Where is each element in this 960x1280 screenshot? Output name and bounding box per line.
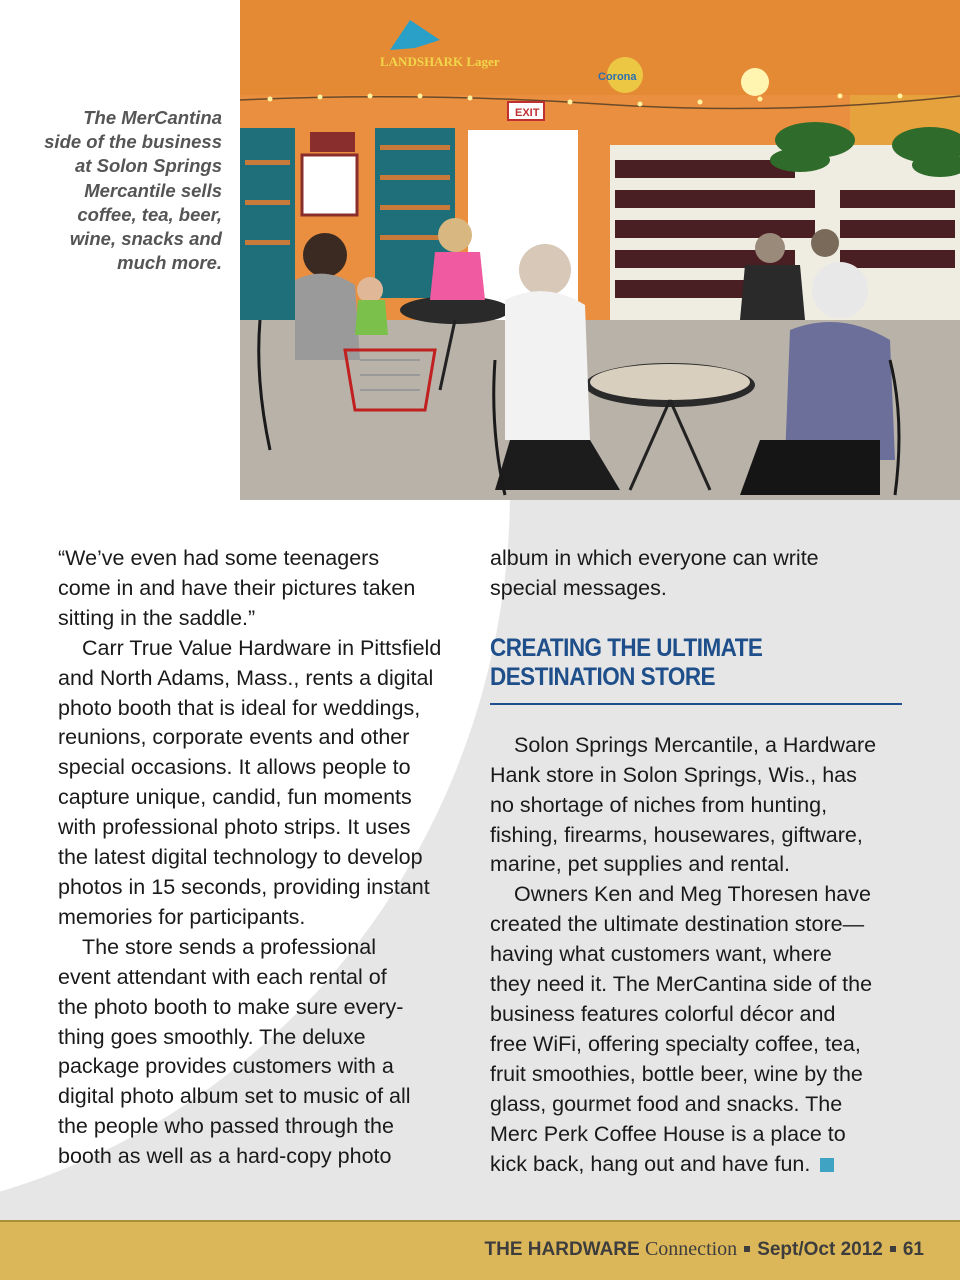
left-column (58, 544, 470, 1172)
svg-text:Corona: Corona (598, 71, 637, 83)
paragraph: The store sends a professional event attendant with each rental of the photo booth to make sure every- thing goes smoothly. The deluxe package provides customers with a digital photo album set to music of all the people who passed through the booth as well as a hard-copy photo (58, 934, 411, 1169)
issue-date: Sept/Oct 2012 (757, 1239, 883, 1260)
photo-caption: The MerCantina side of the business at Solon Springs Mercantile sells coffee, tea, beer, wine, snacks and much more. (44, 107, 222, 274)
paragraph: “We’ve even had some teenagers come in and have their pictures taken sitting in the saddle.” (58, 546, 416, 630)
section-heading: CREATING THE ULTIMATE DESTINATION STORE (490, 633, 763, 692)
separator-square-icon (890, 1246, 896, 1252)
page-number: 61 (902, 1239, 924, 1260)
mercantina-photo (240, 0, 960, 500)
separator-square-icon (744, 1246, 750, 1252)
magazine-name-suffix: Connection (644, 1238, 738, 1260)
footer-folio (485, 1238, 924, 1261)
paragraph: album in which everyone can write special messages. (490, 546, 819, 600)
paragraph: Carr True Value Hardware in Pittsfield and North Adams, Mass., rents a digital photo booth that is ideal for weddings, reunions, corporate events and other special occasions. It allows people to capture unique, candid, fun moments with professional photo strips. It uses the latest digital technology to develop photos in 15 seconds, providing instant memories for participants. (58, 635, 442, 929)
end-of-article-icon (820, 1158, 834, 1172)
right-column (490, 544, 905, 1179)
paragraph: Solon Springs Mercantile, a Hardware Hank store in Solon Springs, Wis., has no shortage of niches from hunting, fishing, firearms, housewares, giftware, marine, pet supplies and rental. (490, 732, 877, 877)
svg-text:LANDSHARK Lager: LANDSHARK Lager (380, 54, 500, 69)
heading-divider (490, 703, 902, 705)
svg-text:EXIT: EXIT (515, 107, 540, 119)
magazine-name: THE HARDWARE (484, 1239, 640, 1260)
paragraph: Owners Ken and Meg Thoresen have created the ultimate destination store— having what customers want, where they need it. The MerCantina side of the business features colorful décor and free WiFi, offering specialty coffee, tea, fruit smoothies, bottle beer, wine by the glass, gourmet food and snacks. The Merc Perk Coffee House is a place to kick back, hang out and have fun. (490, 882, 873, 1176)
page-footer (0, 1220, 960, 1280)
